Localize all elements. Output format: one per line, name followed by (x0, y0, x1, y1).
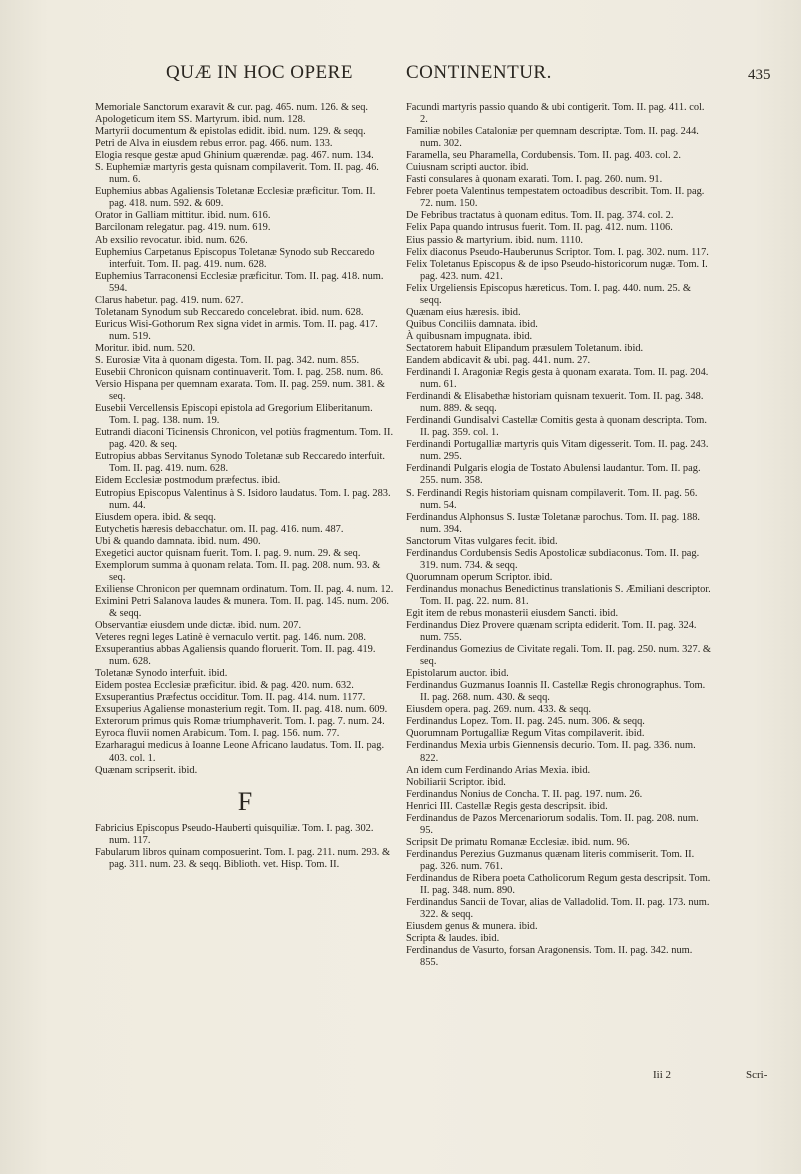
index-entry: Faramella, seu Pharamella, Cordubensis. Tom. II. pag. 403. col. 2. (406, 150, 681, 162)
index-entry: De Febribus tractatus à quonam editus. Tom. II. pag. 374. col. 2. (406, 210, 674, 222)
index-entry: Sectatorem habuit Elipandum præsulem Toletanum. ibid. (406, 342, 644, 354)
index-entry: Fabricius Episcopus Pseudo-Hauberti quisquiliæ. Tom. I. pag. 302. num. 117. (95, 822, 374, 846)
right-column (406, 102, 711, 969)
index-entry: Apologeticum item SS. Martyrum. ibid. num. 128. (95, 114, 306, 126)
index-entry: Eutropius Episcopus Valentinus à S. Isidoro laudatus. Tom. I. pag. 283. num. 44. (95, 487, 391, 511)
index-entry: Quibus Conciliis damnata. ibid. (406, 318, 538, 330)
index-entry: Exemplorum summa à quonam relata. Tom. II. pag. 208. num. 93. & seq. (95, 559, 381, 583)
index-entry: Exiliense Chronicon per quemnam ordinatum. Tom. II. pag. 4. num. 12. (95, 583, 394, 595)
index-entry: Ferdinandus Cordubensis Sedis Apostolicæ subdiaconus. Tom. II. pag. 319. num. 734. & seqq. (406, 547, 700, 571)
index-entry: S. Eurosiæ Vita à quonam digesta. Tom. II. pag. 342. num. 855. (95, 354, 360, 366)
index-entry: Eximini Petri Salanova laudes & munera. Tom. II. pag. 145. num. 206. & seqq. (95, 595, 390, 619)
index-entry: Ferdinandus Guzmanus Ioannis II. Castellæ Regis chronographus. Tom. II. pag. 268. num. 430. & seqq. (406, 680, 706, 704)
index-entry: Felix Papa quando intrusus fuerit. Tom. II. pag. 412. num. 1106. (406, 222, 673, 234)
index-entry: Scripsit De primatu Romanæ Ecclesiæ. ibid. num. 96. (406, 836, 630, 848)
index-entry: Egit item de rebus monasterii eiusdem Sancti. ibid. (406, 607, 619, 619)
index-entry: Toletanæ Synodo interfuit. ibid. (95, 668, 228, 680)
index-entry: Ferdinandus Nonius de Concha. T. II. pag. 197. num. 26. (406, 788, 643, 800)
index-entry: Ferdinandus Sancii de Tovar, alias de Valladolid. Tom. II. pag. 173. num. 322. & seqq. (406, 897, 710, 921)
index-entry: Veteres regni leges Latinè è vernaculo vertit. pag. 146. num. 208. (95, 632, 366, 644)
index-entry: Fasti consulares à quonam exarati. Tom. I. pag. 260. num. 91. (406, 174, 663, 186)
index-entry: Felix diaconus Pseudo-Hauberunus Scriptor. Tom. I. pag. 302. num. 117. (406, 246, 709, 258)
index-entry: Scripta & laudes. ibid. (406, 933, 500, 945)
index-entry: Euphemius Carpetanus Episcopus Toletanæ Synodo sub Reccaredo interfuit. Tom. II. pag. 419. num. 628. (95, 246, 375, 270)
index-entry: Euricus Wisi-Gothorum Rex signa videt in armis. Tom. II. pag. 417. num. 519. (95, 318, 378, 342)
left-entries (95, 102, 395, 777)
index-entry: Ab exsilio revocatur. ibid. num. 626. (95, 234, 248, 246)
index-entry: Memoriale Sanctorum exaravit & cur. pag. 465. num. 126. & seq. (95, 102, 368, 113)
index-entry: Ezarharagui medicus à Ioanne Leone Africano laudatus. Tom. II. pag. 403. col. 1. (95, 740, 385, 764)
index-entry: Ferdinandi Portugalliæ martyris quis Vitam digesserit. Tom. II. pag. 243. num. 295. (406, 439, 709, 463)
right-entries (406, 102, 711, 969)
index-entry: Eutrandi diaconi Ticinensis Chronicon, vel potiùs fragmentum. Tom. II. pag. 420. & seq. (95, 427, 394, 451)
index-entry: An idem cum Ferdinando Arias Mexia. ibid. (406, 764, 591, 776)
index-entry: À quibusnam impugnata. ibid. (406, 330, 533, 342)
section-letter-f: F (237, 786, 253, 816)
index-entry: Ferdinandus Perezius Guzmanus quænam literis commiserit. Tom. II. pag. 326. num. 761. (406, 848, 695, 872)
index-entry: Felix Toletanus Episcopus & de ipso Pseudo-historicorum nugæ. Tom. I. pag. 423. num. 421. (406, 258, 708, 282)
index-entry: Eyroca fluvii nomen Arabicum. Tom. I. pag. 156. num. 77. (95, 728, 340, 740)
index-entry: Familiæ nobiles Cataloniæ per quemnam descriptæ. Tom. II. pag. 244. num. 302. (406, 126, 699, 150)
f-entries (95, 823, 395, 871)
index-entry: Euphemius Tarraconensi Ecclesiæ præficitur. Tom. II. pag. 418. num. 594. (95, 270, 384, 294)
header-left: QUÆ IN HOC OPERE (166, 62, 353, 83)
index-entry: Eusebii Chronicon quisnam continuaverit. Tom. I. pag. 258. num. 86. (95, 367, 384, 379)
index-entry: Ferdinandus de Ribera poeta Catholicorum Regum gesta descripsit. Tom. II. pag. 348. num. 890. (406, 873, 711, 897)
index-entry: Moritur. ibid. num. 520. (95, 342, 196, 354)
index-entry: Ferdinandi Pulgaris elogia de Tostato Abulensi laudantur. Tom. II. pag. 255. num. 358. (406, 463, 701, 487)
index-entry: Toletanam Synodum sub Reccaredo concelebrat. ibid. num. 628. (95, 306, 364, 318)
index-entry: Ferdinandus Diez Provere quænam scripta ediderit. Tom. II. pag. 324. num. 755. (406, 620, 697, 644)
index-entry: Nobiliarii Scriptor. ibid. (406, 776, 506, 788)
index-entry: S. Euphemiæ martyris gesta quisnam compilaverit. Tom. II. pag. 46. num. 6. (95, 162, 379, 186)
index-entry: Martyrii documentum & epistolas edidit. ibid. num. 129. & seqq. (95, 126, 366, 138)
header-right: CONTINENTUR. (406, 62, 552, 83)
index-entry: Exsuperantius abbas Agaliensis quando floruerit. Tom. II. pag. 419. num. 628. (95, 644, 376, 668)
left-column (95, 102, 395, 871)
index-entry: Eiusdem genus & munera. ibid. (406, 921, 538, 933)
index-entry: Clarus habetur. pag. 419. num. 627. (95, 294, 244, 306)
index-entry: Fabularum libros quinam composuerint. Tom. I. pag. 211. num. 293. & pag. 311. num. 23. & seqq. Biblioth. vet. Hisp. Tom. II. (95, 846, 391, 870)
index-entry: Eiusdem opera. ibid. & seqq. (95, 511, 216, 523)
index-entry: Cuiusnam scripti auctor. ibid. (406, 162, 529, 174)
index-entry: Ferdinandus Alphonsus S. Iustæ Toletanæ parochus. Tom. II. pag. 188. num. 394. (406, 511, 700, 535)
page-number: 435 (748, 67, 771, 83)
index-entry: Eidem postea Ecclesiæ præficitur. ibid. & pag. 420. num. 632. (95, 680, 354, 692)
index-entry: Eutropius abbas Servitanus Synodo Toletanæ sub Reccaredo interfuit. Tom. II. pag. 419. num. 628. (95, 451, 385, 475)
index-entry: Epistolarum auctor. ibid. (406, 668, 509, 680)
index-entry: Exsuperantius Præfectus occiditur. Tom. II. pag. 414. num. 1177. (95, 692, 366, 704)
index-entry: Exsuperius Agaliense monasterium regit. Tom. II. pag. 418. num. 609. (95, 704, 388, 716)
catchword: Scri- (746, 1069, 768, 1081)
index-entry: Ferdinandi Gundisalvi Castellæ Comitis gesta à quonam descripta. Tom. II. pag. 359. col. 1. (406, 415, 707, 439)
index-entry: Quorumnam operum Scriptor. ibid. (406, 571, 553, 583)
index-entry: Elogia resque gestæ apud Ghinium quærendæ. pag. 467. num. 134. (95, 150, 374, 162)
index-entry: Orator in Galliam mittitur. ibid. num. 616. (95, 210, 271, 222)
running-header (0, 62, 801, 90)
index-entry: Quænam scripserit. ibid. (95, 764, 198, 776)
index-entry: Febrer poeta Valentinus tempestatem octoadibus describit. Tom. II. pag. 72. num. 150. (406, 186, 705, 210)
index-entry: Barcilonam relegatur. pag. 419. num. 619. (95, 222, 271, 234)
index-entry: Euphemius abbas Agaliensis Toletanæ Ecclesiæ præficitur. Tom. II. pag. 418. num. 592. & 609. (95, 186, 376, 210)
index-entry: Felix Urgeliensis Episcopus hæreticus. Tom. I. pag. 440. num. 25. & seqq. (406, 282, 691, 306)
index-entry: Facundi martyris passio quando & ubi contigerit. Tom. II. pag. 411. col. 2. (406, 102, 705, 126)
index-entry: Ferdinandus de Pazos Mercenariorum sodalis. Tom. II. pag. 208. num. 95. (406, 812, 699, 836)
index-entry: Ferdinandus Lopez. Tom. II. pag. 245. num. 306. & seqq. (406, 716, 645, 728)
index-entry: Quorumnam Portugalliæ Regum Vitas compilaverit. ibid. (406, 728, 645, 740)
index-entry: Sanctorum Vitas vulgares fecit. ibid. (406, 535, 558, 547)
index-entry: Ubi & quando damnata. ibid. num. 490. (95, 535, 261, 547)
index-entry: Quænam eius hæresis. ibid. (406, 306, 521, 318)
index-entry: Petri de Alva in eiusdem rebus error. pag. 466. num. 133. (95, 138, 333, 150)
index-entry: Eusebii Vercellensis Episcopi epistola ad Gregorium Eliberitanum. Tom. I. pag. 138. num. 19. (95, 403, 373, 427)
index-entry: Eutychetis hæresis debacchatur. om. II. pag. 416. num. 487. (95, 523, 344, 535)
index-entry: Ferdinandus de Vasurto, forsan Aragonensis. Tom. II. pag. 342. num. 855. (406, 945, 693, 969)
index-entry: Ferdinandus Mexia urbis Giennensis decurio. Tom. II. pag. 336. num. 822. (406, 740, 696, 764)
index-entry: Ferdinandus Gomezius de Civitate regali. Tom. II. pag. 250. num. 327. & seq. (406, 644, 711, 668)
index-entry: Observantiæ eiusdem unde dictæ. ibid. num. 207. (95, 620, 302, 632)
index-entry: Eiusdem opera. pag. 269. num. 433. & seqq. (406, 704, 591, 716)
index-entry: Henrici III. Castellæ Regis gesta descripsit. ibid. (406, 800, 608, 812)
index-entry: Ferdinandi I. Aragoniæ Regis gesta à quonam exarata. Tom. II. pag. 204. num. 61. (406, 367, 709, 391)
index-entry: Ferdinandus monachus Benedictinus translationis S. Æmiliani descriptor. Tom. II. pag. 22. num. 81. (406, 583, 711, 607)
index-entry: Eius passio & martyrium. ibid. num. 1110. (406, 234, 584, 246)
index-entry: Eidem Ecclesiæ postmodum præfectus. ibid. (95, 475, 281, 487)
index-entry: Eandem abdicavit & ubi. pag. 441. num. 27. (406, 354, 591, 366)
index-entry: S. Ferdinandi Regis historiam quisnam compilaverit. Tom. II. pag. 56. num. 54. (406, 487, 698, 511)
index-entry: Versio Hispana per quemnam exarata. Tom. II. pag. 259. num. 381. & seq. (95, 379, 385, 403)
index-entry: Ferdinandi & Elisabethæ historiam quisnam texuerit. Tom. II. pag. 348. num. 889. & seqq. (406, 391, 704, 415)
index-entry: Exterorum primus quis Romæ triumphaverit. Tom. I. pag. 7. num. 24. (95, 716, 385, 728)
index-entry: Exegetici auctor quisnam fuerit. Tom. I. pag. 9. num. 29. & seq. (95, 547, 361, 559)
signature-mark: Iii 2 (653, 1069, 672, 1081)
